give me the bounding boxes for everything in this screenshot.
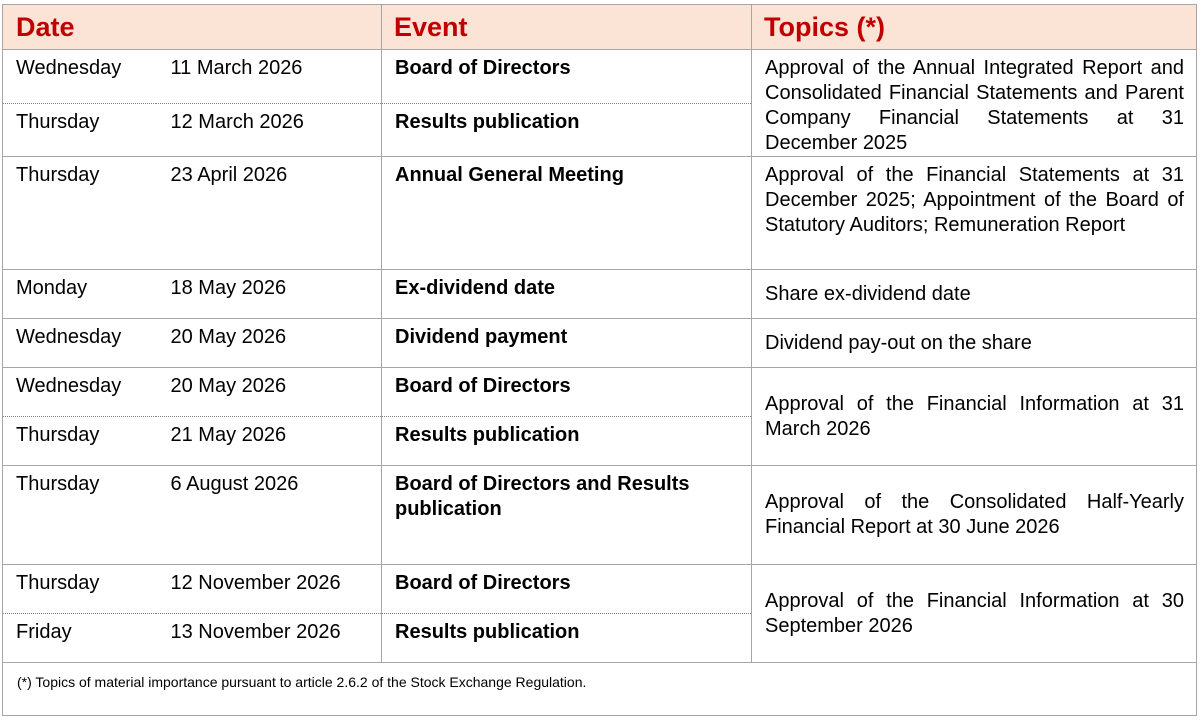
table-row [3,270,1197,319]
row-day: Wednesday [3,368,156,417]
row-date: 20 May 2026 [156,368,382,417]
row-date: 23 April 2026 [156,157,382,270]
row-date: 18 May 2026 [156,270,382,319]
table-row [3,157,1197,270]
header-date: Date [3,5,382,50]
row-topic: Approval of the Consolidated Half-Yearly Financial Report at 30 June 2026 [752,466,1197,565]
table-row [3,368,1197,417]
footnote-row [3,663,1197,716]
row-event: Board of Directors and Results publication [382,466,752,565]
row-event: Board of Directors [382,50,752,104]
row-day: Thursday [3,565,156,614]
footnote: (*) Topics of material importance pursuant to article 2.6.2 of the Stock Exchange Regulation. [3,663,1197,716]
row-day: Friday [3,614,156,663]
row-date: 12 March 2026 [156,103,382,157]
row-event: Board of Directors [382,565,752,614]
financial-calendar [2,4,1196,716]
header-row [3,5,1197,50]
row-event: Results publication [382,417,752,466]
calendar-table [2,4,1197,716]
row-topic: Share ex-dividend date [752,270,1197,319]
row-day: Thursday [3,103,156,157]
table-row [3,466,1197,565]
row-topic: Dividend pay-out on the share [752,319,1197,368]
row-topic: Approval of the Financial Information at 30 September 2026 [752,565,1197,663]
row-date: 6 August 2026 [156,466,382,565]
header-topics: Topics (*) [752,5,1197,50]
row-date: 12 November 2026 [156,565,382,614]
row-date: 13 November 2026 [156,614,382,663]
row-day: Wednesday [3,50,156,104]
row-day: Thursday [3,157,156,270]
row-event: Ex-dividend date [382,270,752,319]
row-topic: Approval of the Financial Information at 31 March 2026 [752,368,1197,466]
row-day: Thursday [3,466,156,565]
table-row [3,50,1197,104]
table-row [3,319,1197,368]
row-topic: Approval of the Financial Statements at 31 December 2025; Appointment of the Board of Statutory Auditors; Remuneration Report [752,157,1197,270]
row-day: Wednesday [3,319,156,368]
row-day: Thursday [3,417,156,466]
row-event: Annual General Meeting [382,157,752,270]
row-event: Board of Directors [382,368,752,417]
row-event: Dividend payment [382,319,752,368]
row-event: Results publication [382,614,752,663]
row-topic: Approval of the Annual Integrated Report and Consolidated Financial Statements and Parent Company Financial Statements at 31 December 2025 [752,50,1197,157]
table-row [3,565,1197,614]
header-event: Event [382,5,752,50]
row-day: Monday [3,270,156,319]
row-date: 20 May 2026 [156,319,382,368]
row-date: 21 May 2026 [156,417,382,466]
row-date: 11 March 2026 [156,50,382,104]
row-event: Results publication [382,103,752,157]
